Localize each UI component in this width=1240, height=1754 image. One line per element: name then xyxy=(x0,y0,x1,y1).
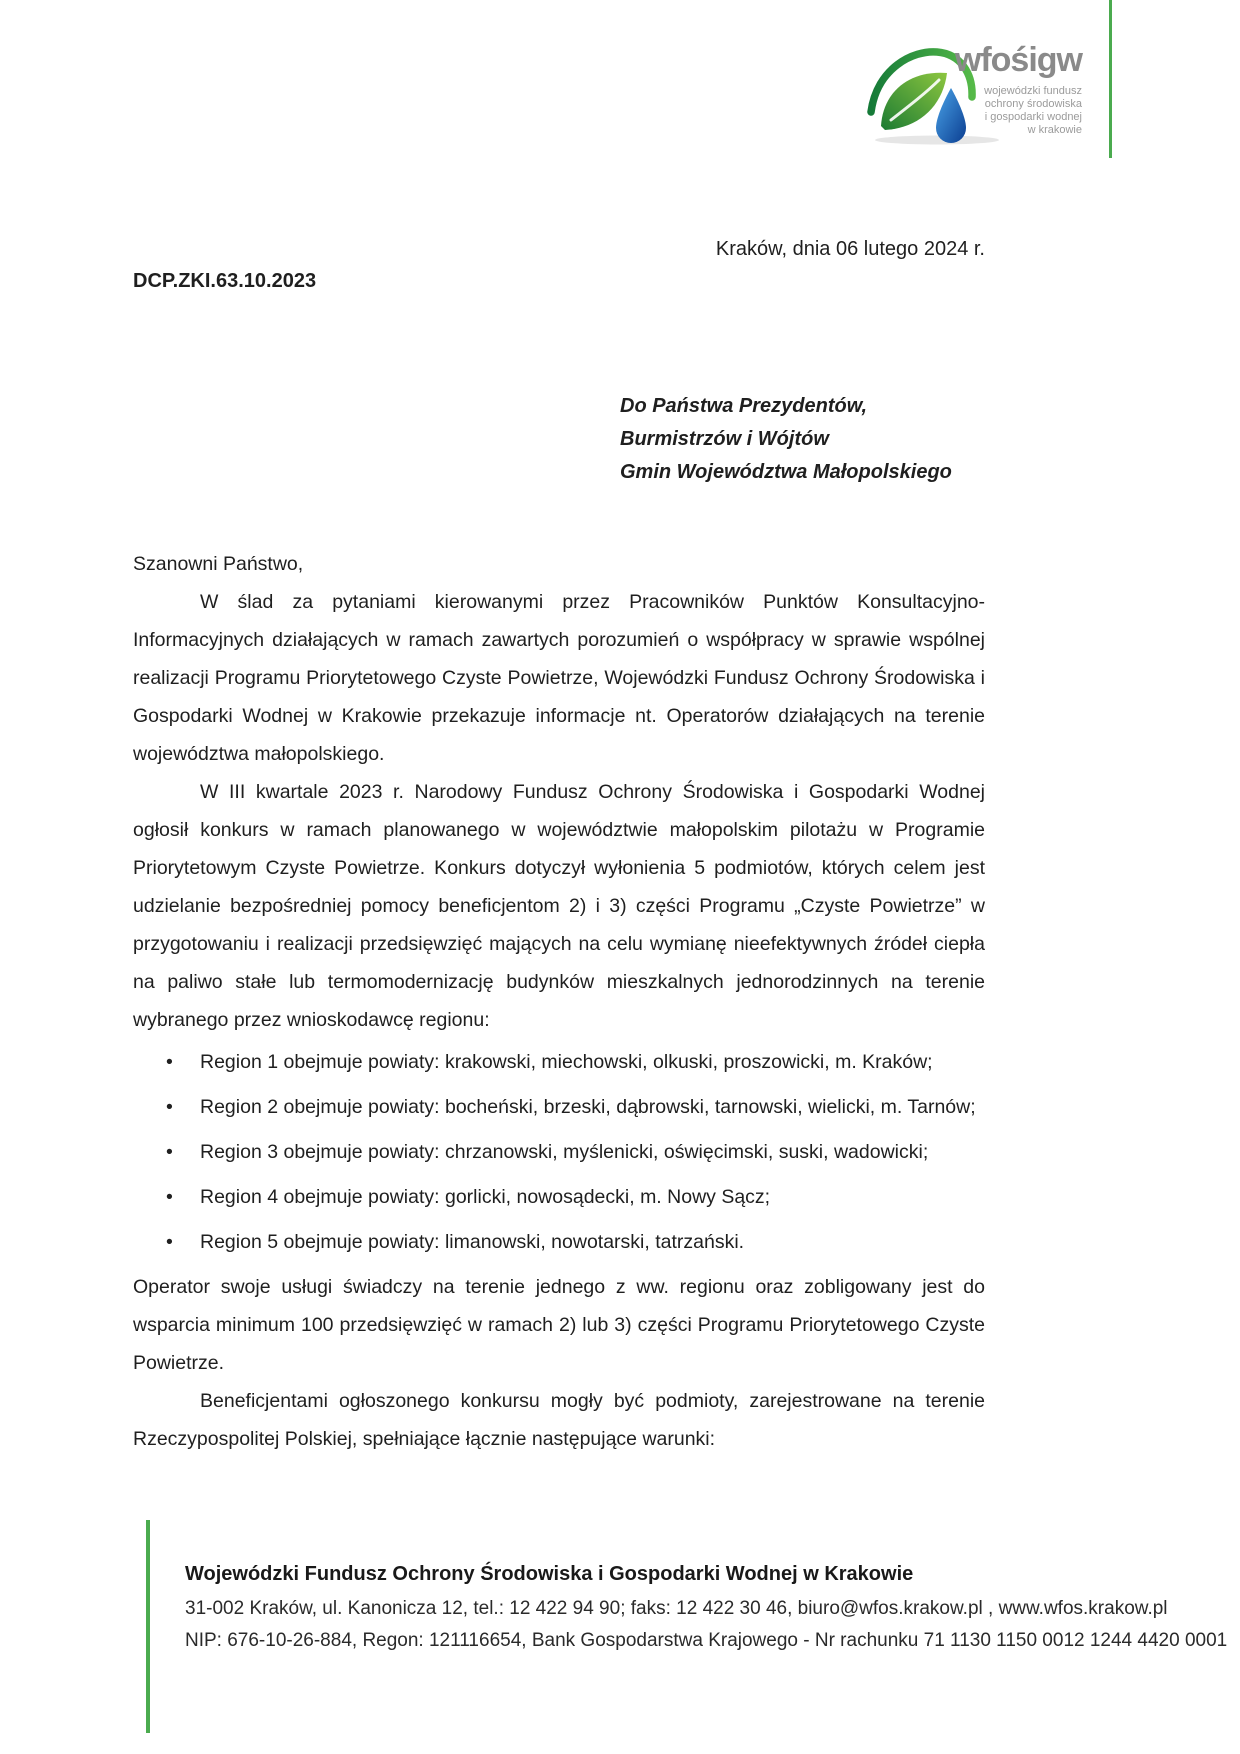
paragraph: Beneficjentami ogłoszonego konkursu mogły być podmioty, zarejestrowane na terenie Rzeczypospolitej Polskiej, spełniające łącznie następujące warunki: xyxy=(133,1390,985,1450)
reference-number: DCP.ZKI.63.10.2023 xyxy=(133,270,317,292)
addressee-line: Gmin Województwa Małopolskiego xyxy=(620,461,952,483)
footer-address-line: 31-002 Kraków, ul. Kanonicza 12, tel.: 12 422 94 90; faks: 12 422 30 46, biuro@wfos.krakow.pl , www.wfos.krakow.pl xyxy=(185,1598,1168,1619)
logo-tagline-line: ochrony środowiska xyxy=(984,98,1082,110)
logo-tagline-line: wojewódzki fundusz xyxy=(984,85,1082,97)
region-bullet: • Region 4 obejmuje powiaty: gorlicki, nowosądecki, m. Nowy Sącz; xyxy=(133,1178,985,1216)
footer-registry-line: NIP: 676-10-26-884, Regon: 121116654, Bank Gospodarstwa Krajowego - Nr rachunku 71 1130 1150 0012 1244 4420 0001 xyxy=(185,1630,1228,1651)
region-bullet: • Region 3 obejmuje powiaty: chrzanowski, myślenicki, oświęcimski, suski, wadowicki; xyxy=(133,1133,985,1171)
regions-list xyxy=(133,1043,985,1261)
salutation: Szanowni Państwo, xyxy=(133,553,304,575)
wfosigw-logo xyxy=(860,36,1082,154)
addressee-line: Burmistrzów i Wójtów xyxy=(620,428,829,450)
paragraph: W III kwartale 2023 r. Narodowy Fundusz Ochrony Środowiska i Gospodarki Wodnej ogłosił konkurs w ramach planowanego w województwie małopolskim pilotażu w Programie Priorytetowym Czyste Powietrze. Konkurs dotyczył wyłonienia 5 podmiotów, których celem jest udzielanie bezpośredniej pomocy beneficjentom 2) i 3) części Programu „Czyste Powietrze” w przygotowaniu i realizacji przedsięwzięć mających na celu wymianę nieefektywnych źródeł ciepła na paliwo stałe lub termomodernizację budynków mieszkalnych jednorodzinnych na terenie wybranego przez wnioskodawcę regionu: xyxy=(133,781,985,1031)
region-bullet: • Region 1 obejmuje powiaty: krakowski, miechowski, olkuski, proszowicki, m. Kraków; xyxy=(133,1043,985,1081)
letter-body xyxy=(133,545,985,1458)
addressee-line: Do Państwa Prezydentów, xyxy=(620,395,868,417)
date-line: Kraków, dnia 06 lutego 2024 r. xyxy=(715,238,985,260)
logo-wordmark: wfośigw xyxy=(954,41,1082,79)
footer-divider xyxy=(146,1520,150,1733)
region-bullet: • Region 5 obejmuje powiaty: limanowski, nowotarski, tatrzański. xyxy=(133,1223,985,1261)
logo-tagline xyxy=(955,85,1082,137)
logo-tagline-line: i gospodarki wodnej xyxy=(984,111,1082,123)
paragraph: Operator swoje usługi świadczy na terenie jednego z ww. regionu oraz zobligowany jest do wsparcia minimum 100 przedsięwzięć w ramach 2) lub 3) części Programu Priorytetowego Czyste Powietrze. xyxy=(133,1276,985,1374)
paragraph: W ślad za pytaniami kierowanymi przez Pracowników Punktów Konsultacyjno-Informacyjnych działających w ramach zawartych porozumień o współpracy w sprawie wspólnej realizacji Programu Priorytetowego Czyste Powietrze, Wojewódzki Fundusz Ochrony Środowiska i Gospodarki Wodnej w Krakowie przekazuje informacje nt. Operatorów działających na terenie województwa małopolskiego. xyxy=(133,591,985,765)
logo-text xyxy=(955,42,1082,137)
region-bullet: • Region 2 obejmuje powiaty: bocheński, brzeski, dąbrowski, tarnowski, wielicki, m. Tarnów; xyxy=(133,1088,985,1126)
top-right-divider xyxy=(1109,0,1112,158)
addressee-block xyxy=(620,390,952,489)
logo-tagline-line: w krakowie xyxy=(1027,124,1082,136)
footer-org-name: Wojewódzki Fundusz Ochrony Środowiska i Gospodarki Wodnej w Krakowie xyxy=(185,1563,914,1585)
